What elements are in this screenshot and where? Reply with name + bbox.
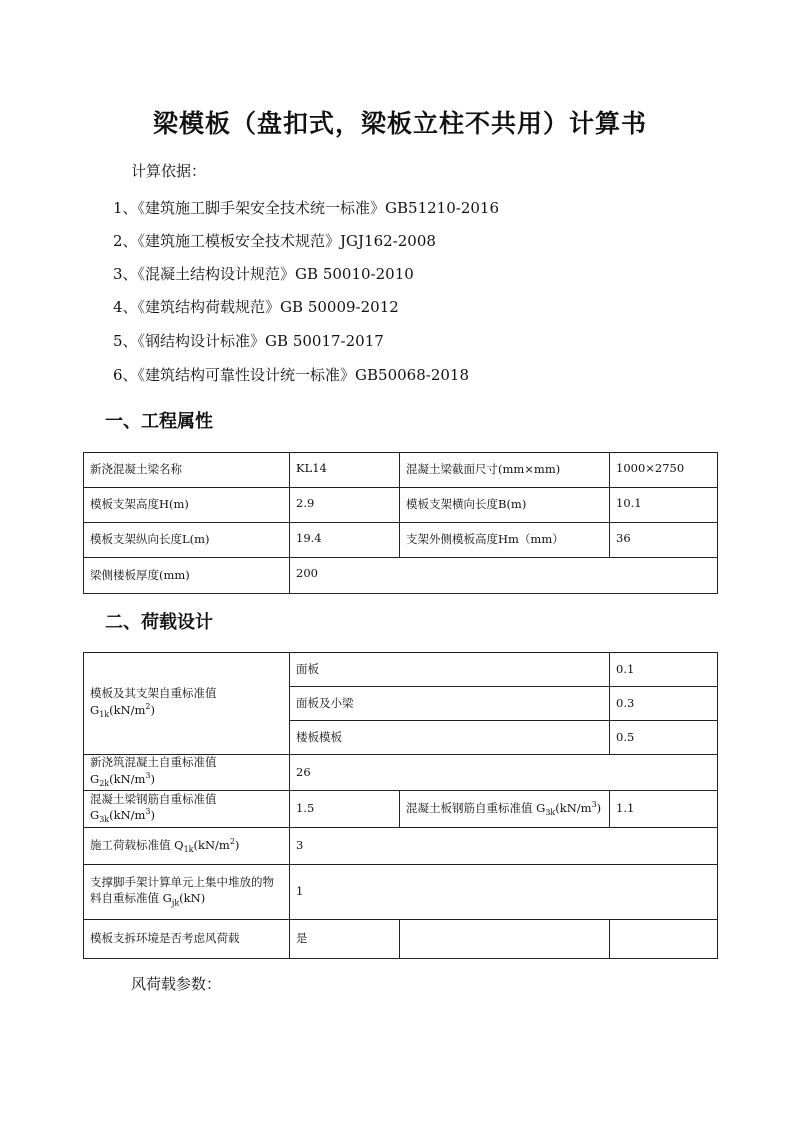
basis-item: 3、《混凝土结构设计规范》GB 50010-2010 [113, 265, 414, 283]
q1k-value: 3 [290, 828, 718, 865]
table-row [84, 865, 718, 920]
table-row [84, 828, 718, 865]
cell-value: 2.9 [290, 488, 400, 523]
table-row [84, 920, 718, 959]
table-row [84, 653, 718, 687]
cell-label: 模板支架纵向长度L(m) [84, 523, 290, 558]
wind-consider-value: 是 [290, 920, 400, 959]
g3k-slab-label: 混凝土板钢筋自重标准值 $G_{3k}(kN/m^3)$ [400, 791, 610, 828]
g1k-item-name: 面板 [290, 653, 610, 687]
table-row [84, 523, 718, 558]
cell-value: 36 [610, 523, 718, 558]
cell-label: 支架外侧模板高度Hm（mm） [400, 523, 610, 558]
wind-params-label: 风荷载参数： [131, 975, 222, 993]
g1k-label: 模板及其支架自重标准值 $G_{1k}(kN/m^2)$ [84, 653, 290, 755]
cell-value: KL14 [290, 453, 400, 488]
basis-item: 4、《建筑结构荷载规范》GB 50009-2012 [113, 298, 399, 316]
g2k-value: 26 [290, 755, 718, 791]
gjk-value: 1 [290, 865, 718, 920]
g2k-label: 新浇筑混凝土自重标准值 $G_{2k}(kN/m^3)$ [84, 755, 290, 791]
cell-label: 梁侧楼板厚度(mm) [84, 558, 290, 594]
basis-item: 5、《钢结构设计标准》GB 50017-2017 [113, 332, 384, 350]
table-row [84, 488, 718, 523]
basis-item: 1、《建筑施工脚手架安全技术统一标准》GB51210-2016 [113, 199, 500, 217]
cell-label: 混凝土梁截面尺寸(mm×mm) [400, 453, 610, 488]
section-heading-load: 二、荷载设计 [105, 612, 213, 633]
table-row [84, 755, 718, 791]
project-properties-table [83, 452, 718, 594]
cell-value: 10.1 [610, 488, 718, 523]
g3k-beam-label: 混凝土梁钢筋自重标准值 $G_{3k}(kN/m^3)$ [84, 791, 290, 828]
cell-label: 模板支架横向长度B(m) [400, 488, 610, 523]
basis-item: 2、《建筑施工模板安全技术规范》JGJ162-2008 [113, 232, 436, 250]
cell-label: 新浇混凝土梁名称 [84, 453, 290, 488]
g1k-item-value: 0.1 [610, 653, 718, 687]
cell-value: 1000×2750 [610, 453, 718, 488]
g1k-item-name: 面板及小梁 [290, 687, 610, 721]
g1k-item-value: 0.3 [610, 687, 718, 721]
g3k-slab-value: 1.1 [610, 791, 718, 828]
empty-cell [610, 920, 718, 959]
g1k-item-name: 楼板模板 [290, 721, 610, 755]
g3k-beam-value: 1.5 [290, 791, 400, 828]
section-heading-project: 一、工程属性 [105, 411, 213, 432]
basis-label: 计算依据： [131, 162, 207, 180]
basis-item: 6、《建筑结构可靠性设计统一标准》GB50068-2018 [113, 366, 470, 384]
empty-cell [400, 920, 610, 959]
table-row [84, 453, 718, 488]
wind-consider-label: 模板支拆环境是否考虑风荷载 [84, 920, 290, 959]
document-title: 梁模板（盘扣式，梁板立柱不共用）计算书 [152, 109, 647, 138]
gjk-label: 支撑脚手架计算单元上集中堆放的物料自重标准值 $G_{jk}(kN)$ [84, 865, 290, 920]
table-row [84, 791, 718, 828]
cell-label: 模板支架高度H(m) [84, 488, 290, 523]
q1k-label: 施工荷载标准值 $Q_{1k}(kN/m^2)$ [84, 828, 290, 865]
cell-value: 19.4 [290, 523, 400, 558]
load-design-table [83, 652, 718, 959]
g1k-item-value: 0.5 [610, 721, 718, 755]
cell-value: 200 [290, 558, 718, 594]
table-row [84, 558, 718, 594]
